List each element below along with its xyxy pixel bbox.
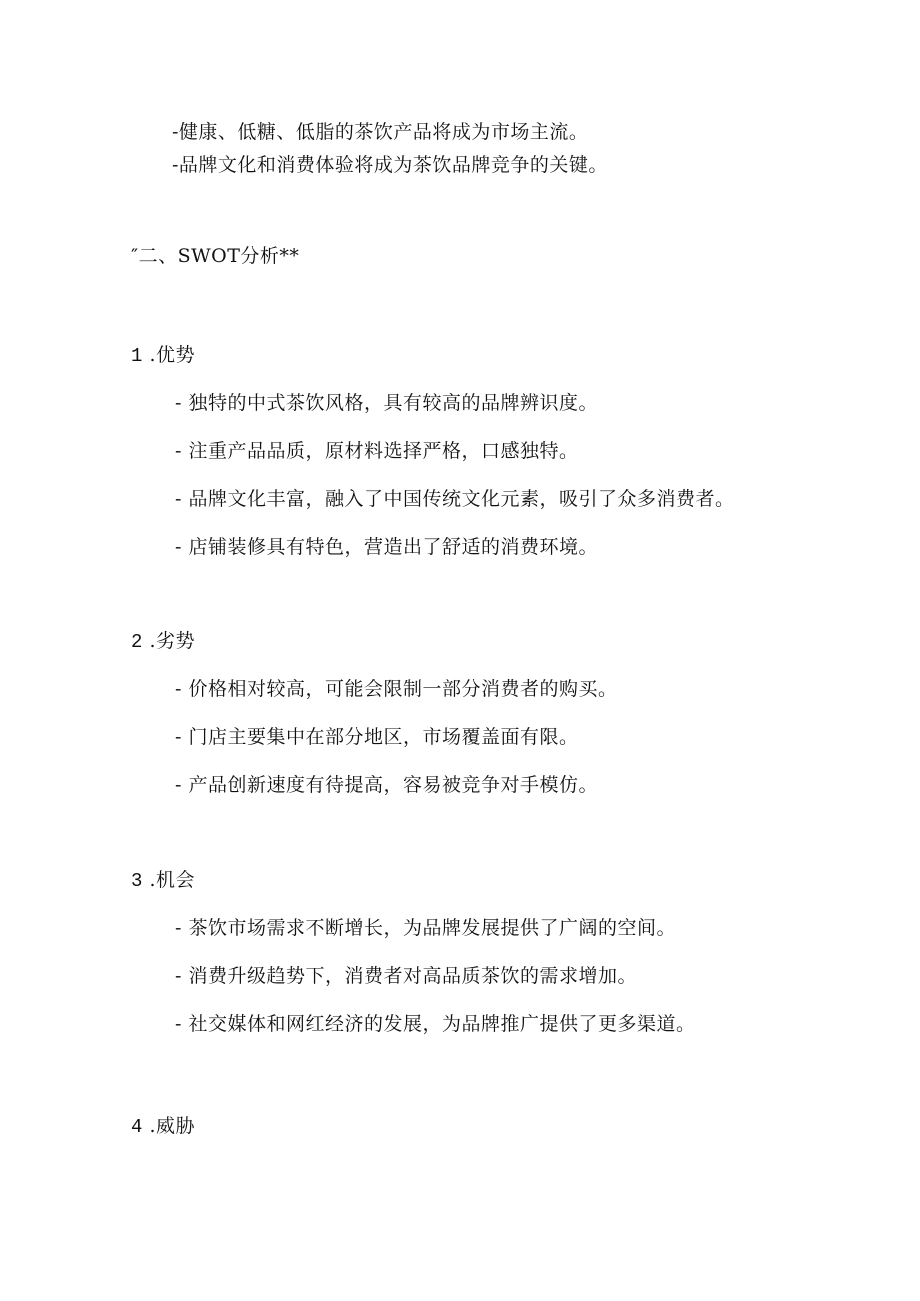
intro-bullet: -健康、低糖、低脂的茶饮产品将成为市场主流。 <box>172 121 589 143</box>
list-item: - 注重产品品质，原材料选择严格，口感独特。 <box>175 440 579 462</box>
intro-bullet: -品牌文化和消费体验将成为茶饮品牌竞争的关键。 <box>172 154 608 176</box>
list-item: - 茶饮市场需求不断增长，为品牌发展提供了广阔的空间。 <box>175 917 676 939</box>
list-item: - 产品创新速度有待提高，容易被竞争对手模仿。 <box>175 774 598 796</box>
swot-heading-threats <box>131 1114 195 1139</box>
list-item: - 门店主要集中在部分地区，市场覆盖面有限。 <box>175 726 579 748</box>
swot-number: 3 <box>131 870 143 892</box>
list-item: - 店铺装修具有特色，营造出了舒适的消费环境。 <box>175 536 598 558</box>
swot-title: .优势 <box>149 344 195 366</box>
list-item: - 价格相对较高，可能会限制一部分消费者的购买。 <box>175 678 618 700</box>
swot-number: 1 <box>131 345 143 367</box>
swot-title: .威胁 <box>149 1115 195 1137</box>
list-item: - 消费升级趋势下，消费者对高品质茶饮的需求增加。 <box>175 965 637 987</box>
list-item: - 独特的中式茶饮风格，具有较高的品牌辨识度。 <box>175 392 598 414</box>
swot-title: .劣势 <box>149 630 195 652</box>
swot-heading-weaknesses <box>131 629 195 654</box>
list-item: - 社交媒体和网红经济的发展，为品牌推广提供了更多渠道。 <box>175 1013 696 1035</box>
swot-heading-strengths <box>131 343 195 368</box>
swot-title: .机会 <box>149 869 195 891</box>
section-heading: ″二、SWOT分析** <box>131 245 300 267</box>
list-item: - 品牌文化丰富，融入了中国传统文化元素，吸引了众多消费者。 <box>175 488 735 510</box>
swot-number: 4 <box>131 1116 143 1138</box>
swot-number: 2 <box>131 631 143 653</box>
swot-heading-opportunities <box>131 868 195 893</box>
